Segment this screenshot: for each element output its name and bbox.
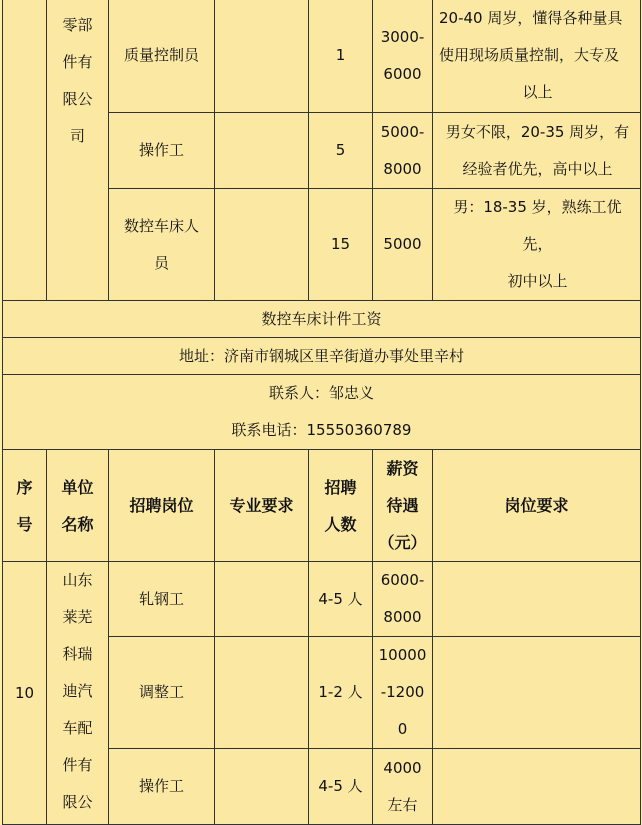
contact-row bbox=[3, 375, 641, 450]
seq-cell-empty bbox=[3, 0, 47, 301]
count-cell: 1 bbox=[309, 0, 373, 113]
major-cell bbox=[215, 0, 309, 113]
header-seq: 序 号 bbox=[3, 450, 47, 562]
major-cell bbox=[215, 113, 309, 189]
major-cell bbox=[215, 637, 309, 749]
position-title: 操作工 bbox=[109, 749, 215, 825]
position-title: 调整工 bbox=[109, 637, 215, 749]
major-cell bbox=[215, 189, 309, 301]
requirement-cell: 男：18-35 岁，熟练工优先， 初中以上 bbox=[433, 189, 641, 301]
major-cell bbox=[215, 749, 309, 825]
position-title: 操作工 bbox=[109, 113, 215, 189]
company-name: 山东 莱芜 科瑞 迪汽 车配 件有 限公 bbox=[47, 562, 109, 825]
seq-cell: 10 bbox=[3, 562, 47, 825]
salary-cell: 3000- 6000 bbox=[373, 0, 433, 113]
contact-person: 联系人：邹忠义 bbox=[268, 384, 374, 402]
salary-cell: 10000 -1200 0 bbox=[373, 637, 433, 749]
header-requirement: 岗位要求 bbox=[433, 450, 641, 562]
requirement-cell: 男女不限，20-35 周岁，有 经验者优先，高中以上 bbox=[433, 113, 641, 189]
requirement-cell bbox=[433, 562, 641, 637]
header-count: 招聘 人数 bbox=[309, 450, 373, 562]
count-cell: 15 bbox=[309, 189, 373, 301]
company-name: 零部 件有 限公 司 bbox=[47, 0, 109, 301]
salary-cell: 6000- 8000 bbox=[373, 562, 433, 637]
requirement-cell bbox=[433, 637, 641, 749]
position-title: 数控车床人 员 bbox=[109, 189, 215, 301]
header-major: 专业要求 bbox=[215, 450, 309, 562]
header-salary: 薪资 待遇 （元） bbox=[373, 450, 433, 562]
salary-cell: 5000 bbox=[373, 189, 433, 301]
address-row: 地址：济南市钢城区里辛街道办事处里辛村 bbox=[3, 338, 641, 375]
header-position: 招聘岗位 bbox=[109, 450, 215, 562]
position-title: 质量控制员 bbox=[109, 0, 215, 113]
position-title: 轧钢工 bbox=[109, 562, 215, 637]
contact-phone: 联系电话：15550360789 bbox=[231, 421, 412, 439]
requirement-cell: 20-40 周岁，懂得各种量具 使用现场质量控制，大专及 以上 bbox=[433, 0, 641, 113]
note-row: 数控车床计件工资 bbox=[3, 301, 641, 338]
count-cell: 1-2 人 bbox=[309, 637, 373, 749]
header-unit: 单位 名称 bbox=[47, 450, 109, 562]
recruitment-table bbox=[2, 0, 641, 825]
requirement-cell bbox=[433, 749, 641, 825]
count-cell: 5 bbox=[309, 113, 373, 189]
count-cell: 4-5 人 bbox=[309, 562, 373, 637]
salary-cell: 5000- 8000 bbox=[373, 113, 433, 189]
salary-cell: 4000 左右 bbox=[373, 749, 433, 825]
count-cell: 4-5 人 bbox=[309, 749, 373, 825]
major-cell bbox=[215, 562, 309, 637]
